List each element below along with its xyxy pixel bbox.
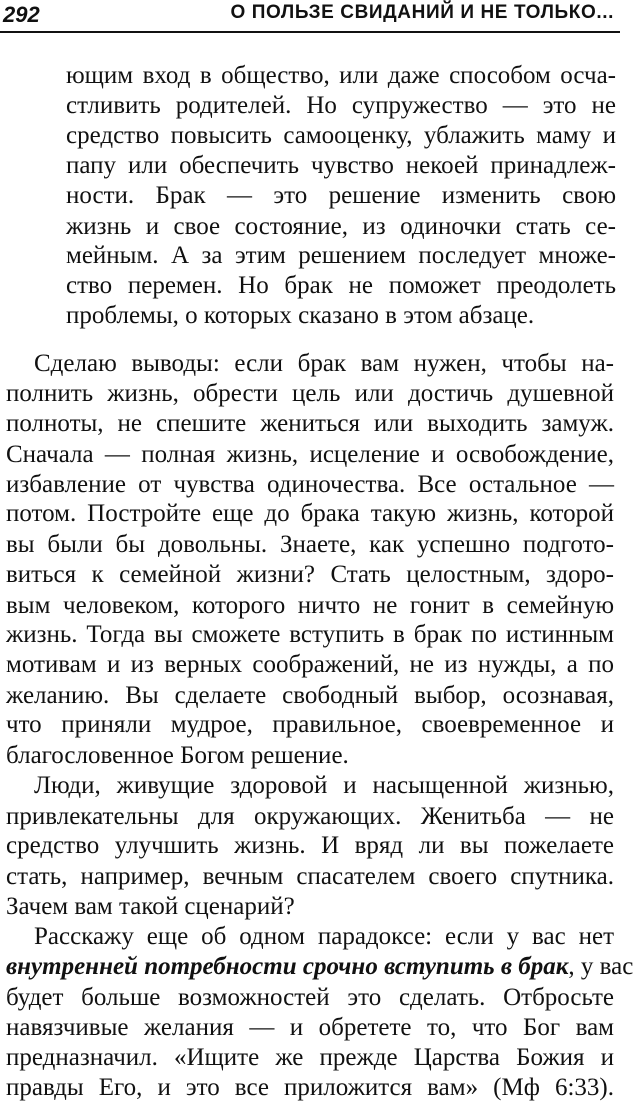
paragraph-line: полнить жизнь, обрести цель или достичь душевной bbox=[6, 380, 614, 408]
block-line: средство повысить самооценку, ублажить маму и bbox=[66, 122, 616, 150]
block-line: жизнь и свое состояние, из одиночки стать се- bbox=[66, 212, 616, 240]
paragraph-line: мотивам и из верных соображений, не из нужды, а по bbox=[6, 650, 614, 678]
paragraph-line: правды Его, и это все приложится вам» (Мф 6:33). bbox=[6, 1074, 614, 1101]
paragraph-line: Сначала — полная жизнь, исцеление и освобождение, bbox=[6, 440, 614, 468]
block-line: ство перемен. Но брак не поможет преодолеть bbox=[66, 272, 616, 300]
block-line: проблемы, о которых сказано в этом абзаце. bbox=[66, 301, 535, 329]
paragraph-line: будет больше возможностей это сделать. Отбросьте bbox=[6, 983, 614, 1011]
paragraph-line: что приняли мудрое, правильное, своевременное и bbox=[6, 711, 614, 739]
paragraph-line bbox=[6, 952, 633, 982]
line-continuation: , у вас bbox=[568, 953, 633, 981]
paragraph-line: вым человеком, которого ничто не гонит в семейную bbox=[6, 591, 614, 619]
block-line: ющим вход в общество, или даже способом осча- bbox=[66, 62, 616, 89]
paragraph-line: стать, например, вечным спасателем своего спутника. bbox=[6, 862, 614, 890]
paragraph-line: Расскажу еще об одном парадоксе: если у вас нет bbox=[34, 923, 614, 951]
paragraph-line: полноты, не спешите жениться или выходить замуж. bbox=[6, 410, 614, 438]
page-number: 292 bbox=[3, 2, 40, 27]
paragraph-line: благословенное Богом решение. bbox=[6, 742, 349, 770]
paragraph-line: потом. Постройте еще до брака такую жизнь, которой bbox=[6, 500, 614, 528]
page-header bbox=[0, 0, 620, 34]
paragraph-line: желанию. Вы сделаете свободный выбор, осознавая, bbox=[6, 681, 614, 709]
block-line: ности. Брак — это решение изменить свою bbox=[66, 181, 616, 209]
paragraph-line: привлекательны для окружающих. Женитьба — не bbox=[6, 802, 614, 830]
paragraph-line: Зачем вам такой сценарий? bbox=[6, 892, 295, 920]
paragraph-line: предназначил. «Ищите же прежде Царства Божия и bbox=[6, 1044, 614, 1072]
paragraph-line: избавление от чувства одиночества. Все остальное — bbox=[6, 470, 614, 498]
paragraph-line: Сделаю выводы: если брак вам нужен, чтобы на- bbox=[34, 349, 614, 377]
emphasized-phrase: внутренней потребности срочно вступить в брак bbox=[6, 953, 569, 981]
paragraph-line: жизнь. Тогда вы сможете вступить в брак по истинным bbox=[6, 621, 614, 649]
block-line: стливить родителей. Но супружество — это не bbox=[66, 91, 616, 119]
paragraph-line: Люди, живущие здоровой и насыщенной жизнью, bbox=[34, 771, 614, 799]
running-title: О ПОЛЬЗЕ СВИДАНИЙ И НЕ ТОЛЬКО... bbox=[230, 2, 614, 23]
block-line: мейным. А за этим решением последует множе- bbox=[66, 242, 616, 270]
block-line: папу или обеспечить чувство некоей принадлеж- bbox=[66, 152, 616, 180]
paragraph-line: вы были бы довольны. Знаете, как успешно подгото- bbox=[6, 531, 614, 559]
paragraph-line: виться к семейной жизни? Стать целостным, здоро- bbox=[6, 560, 614, 588]
paragraph-line: средство улучшить жизнь. И вряд ли вы пожелаете bbox=[6, 832, 614, 860]
header-rule bbox=[0, 31, 620, 33]
paragraph-line: навязчивые желания — и обретете то, что Бог вам bbox=[6, 1013, 614, 1041]
